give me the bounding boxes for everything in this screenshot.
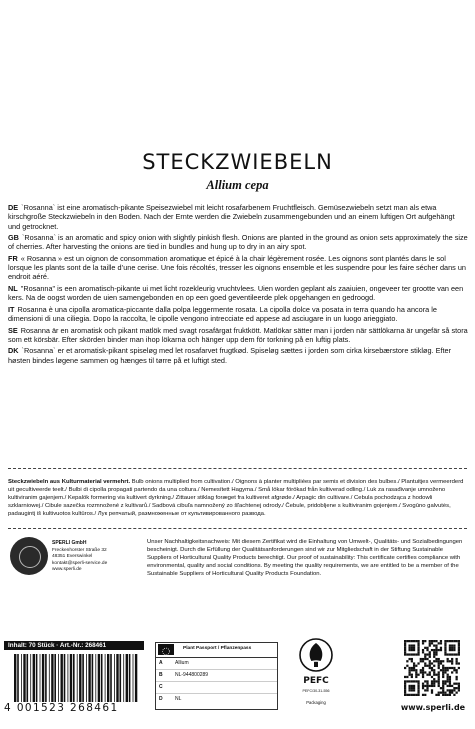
lang-text: `Rosanna` is an aromatic and spicy onion with slightly pinkish flesh. Onions are planted in the ground as onion sets approximately the size of cherries. After harvesting the onions are tied in bundles and hung up to dry in an airy spot. xyxy=(8,233,468,252)
pefc-name: PEFC xyxy=(303,676,329,686)
cultivation-lead: Steckzwiebeln aus Kulturmaterial vermehrt. xyxy=(8,479,131,485)
company-web: www.sperli.de xyxy=(52,567,82,572)
product-subtitle: Allium cepa xyxy=(206,178,269,192)
description-fr xyxy=(8,254,468,282)
pefc-logo xyxy=(288,638,344,710)
pp-code: B xyxy=(159,672,163,678)
package-info: Inhalt: 70 Stück · Art.-Nr.: 268461 xyxy=(4,641,144,650)
website-url: www.sperli.de xyxy=(400,703,466,712)
description-se xyxy=(8,326,468,345)
description-gb xyxy=(8,233,468,252)
lang-code: NL xyxy=(8,283,18,293)
lang-code: SE xyxy=(8,325,18,335)
pp-value: NL xyxy=(175,696,182,702)
eu-flag-icon xyxy=(158,644,174,655)
plant-passport-row xyxy=(156,670,277,682)
leaf-icon xyxy=(19,546,41,568)
quality-seal-icon xyxy=(10,537,48,575)
qr-code-icon xyxy=(404,640,460,696)
lang-text: "Rosanna" is een aromatisch-pikante ui met licht rozekleurig vruchtvlees. Uien worden geplant als zaaiuien, ongeveer ter grootte van een kers. Na de oogst worden de uien samengebonden en op een goed geventileerde plek opgehangen en gedroogd. xyxy=(8,283,464,303)
lang-code: GB xyxy=(8,233,19,243)
company-street: Freckenhorster Straße 32 xyxy=(52,547,107,553)
product-title: STECKZWIEBELN xyxy=(142,150,333,174)
plant-passport-row xyxy=(156,682,277,694)
divider-top xyxy=(8,468,467,469)
cultivation-note xyxy=(8,478,466,518)
lang-text: Rosanna är en aromatisk och pikant matlök med svagt rosafärgat fruktkött. Matlökar sätter man i jorden när sättlökarna är ungefär så stora som ett körsbär. Efter skörden binder man ihop lökarna och hänger upp dem för torkning på en luftig plats. xyxy=(8,325,468,344)
tree-icon xyxy=(299,638,333,672)
plant-passport-row xyxy=(156,658,277,670)
description-de xyxy=(8,203,468,231)
quality-note: Unser Nachhaltigkeitsnachweis: Mit diesem Zertifikat wird die Einhaltung von Umwelt-, Qualitäts- und Sozialbedingungen bescheinigt. Durch die Erfüllung der Qualitätsanforderungen sind wir zur Mitgliedschaft in der Stiftung Sustainable Suppliers of Horticultural Quality Products berechtigt. Our proof of sustainability: This certificate certifies compliance with environmental, quality and social conditions. By meeting the quality requirements, we are entitled to be a member of the Sustainable Suppliers of Horticultural Quality Products Foundation. xyxy=(147,539,463,578)
lang-code: DK xyxy=(8,346,19,356)
description-dk xyxy=(8,346,468,365)
description-nl xyxy=(8,284,468,303)
pefc-sub: Packaging xyxy=(306,700,326,705)
company-address xyxy=(52,540,127,574)
pp-code: D xyxy=(159,696,163,702)
lang-code: IT xyxy=(8,304,15,314)
lang-text: `Rosanna` er et aromatisk-pikant spiseløg med let rosafarvet frugtkød. Spiseløg sættes i jorden som cirka kirsebærstore stikløg. Efter høsten bindes løgene sammen og hænges til tørre på et luftigt sted. xyxy=(8,346,451,365)
lang-text: Rosanna è una cipolla aromatica-piccante dalla polpa leggermente rosata. La cipolla dolce va posata in terra quando ha ancora le dimensioni di una ciliegia. Dopo la raccolta, le cipolle vengono intrecciate ed appese ad asciugare in un luogo arieggiato. xyxy=(8,304,437,324)
plant-passport-row xyxy=(156,694,277,705)
cultivation-text: Bulb onions multiplied from cultivation./ Oignons à planter multipliées par semis et division des bulbes./ Plantuitjes vermeerderd uit gecultiveerde teelt./ Bulbi di cipolla propagati partendo da una coltura./ Nemesített Hagyma./ Små lökar förökad från kultiverad odling./ Luk za rasađivanje umnoženo kultiviranim gajenjem./ Kepalök formering via kultivert dyrkning./ Zittauer stiklag foræget fra kultiveret afgrøde./ Arpagic din cultivare./ Cebula pochodząca z hodowli szklarniowej./ Cibule sazečka rozmnožené z kultivarů./ Sadbová cibuľa namnožený zo šľachtenej odrody./ Čebule, pridobljene s kultiviranim gojenjem./ Svogūno galvutės, padaugintį iš kultivuotos kultūros./ Лук репчатый, размноженные от культивированного развода. xyxy=(8,479,464,518)
divider-bottom xyxy=(8,528,467,529)
pp-value: NL-944800289 xyxy=(175,672,209,678)
lang-code: DE xyxy=(8,203,19,212)
plant-passport-header xyxy=(156,643,277,658)
pp-code: C xyxy=(159,684,163,690)
pefc-id: PEFC/30-31-556 xyxy=(302,689,330,693)
lang-text: « Rosanna » est un oignon de consommation aromatique et épicé à la chair légèrement rosée. Les oignons sont plantés dans le sol lorsque les plants sont de la taille d’une cerise. Une fois récoltés, tresser les oignons ensemble et les suspendre pour les faire sécher dans un endroit aéré. xyxy=(8,253,466,282)
pp-value: Allium xyxy=(175,660,189,666)
pp-code: A xyxy=(159,660,163,666)
company-email: kontakt@sperli-service.de xyxy=(52,560,108,566)
company-city: 48351 Everswinkel xyxy=(52,554,93,559)
description-it xyxy=(8,305,468,324)
plant-passport xyxy=(155,642,278,710)
company-name: SPERLI GmbH xyxy=(52,540,87,546)
lang-code: FR xyxy=(8,253,18,263)
plant-passport-title: Plant Passport / Pflanzenpass xyxy=(183,646,252,651)
lang-text: `Rosanna` ist eine aromatisch-pikante Speisezwiebel mit leicht rosafarbenem Fruchtfleisch. Gemüsezwiebeln setzt man als etwa kirschgroße Steckzwiebeln in den Boden. Nach der Ernte werden die Zwiebeln zusammengebunden und an einem luftigen Ort aufgehängt und getrocknet. xyxy=(8,203,455,231)
description-list xyxy=(8,203,468,367)
barcode-number: 4 001523 268461 xyxy=(4,702,144,714)
